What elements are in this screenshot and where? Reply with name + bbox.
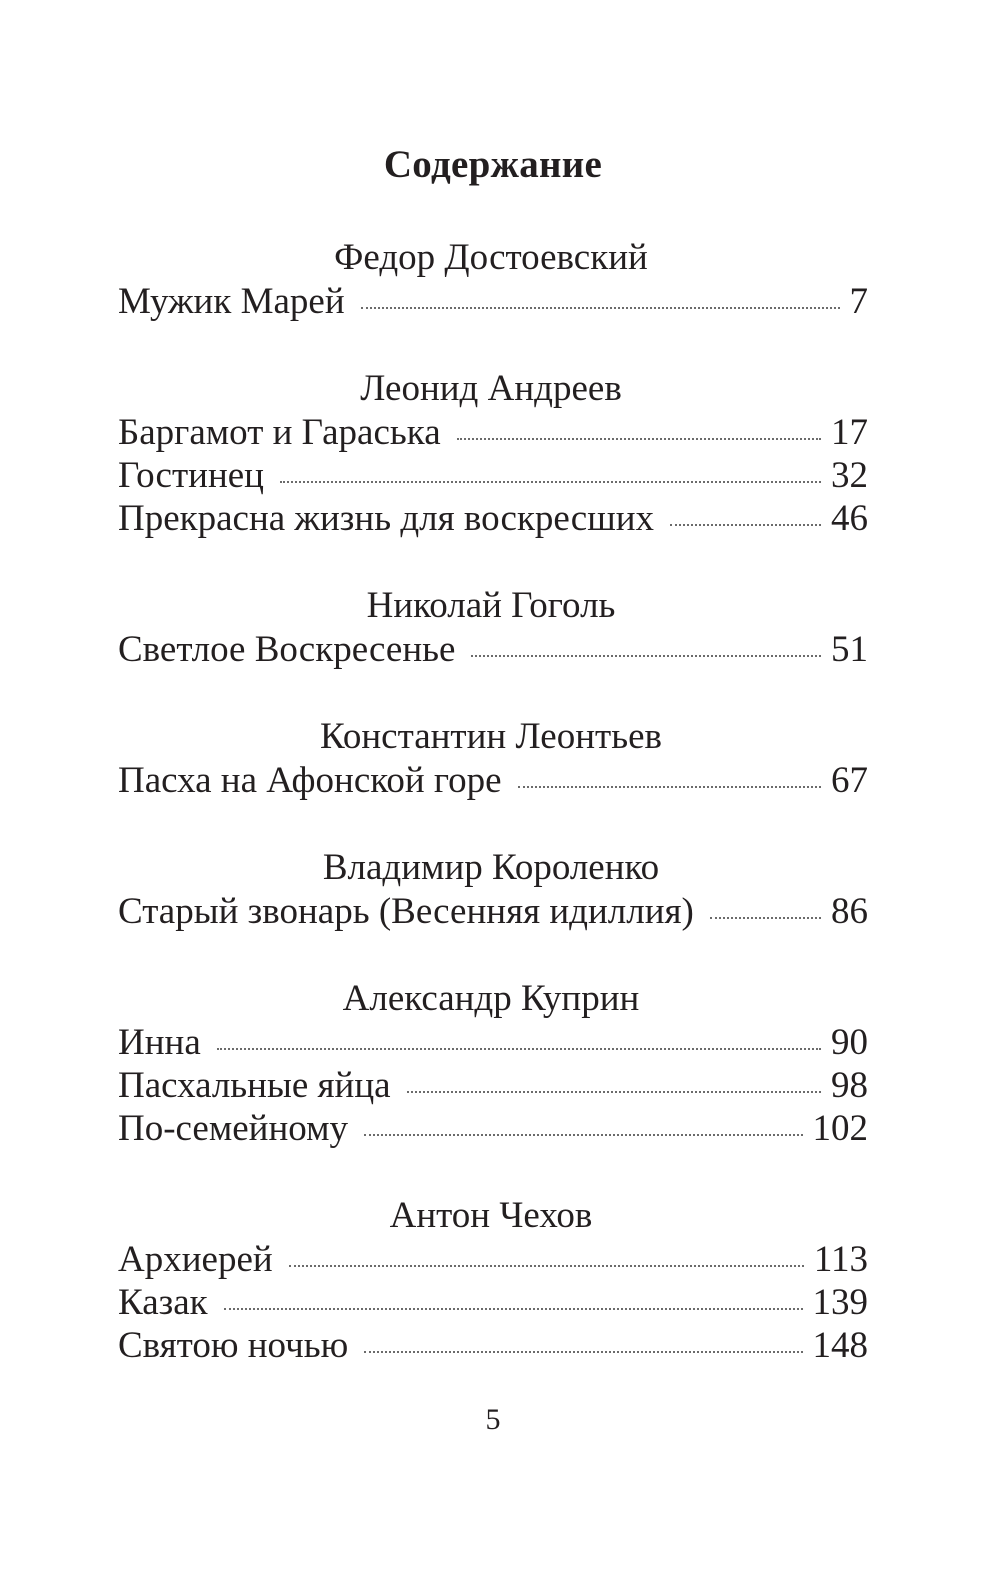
dot-leader xyxy=(217,1048,821,1050)
entry-page-number: 7 xyxy=(849,281,868,322)
toc-entry[interactable] xyxy=(118,411,868,454)
author-name: Константин Леонтьев xyxy=(320,716,662,757)
toc-entry[interactable] xyxy=(118,280,868,323)
entry-page-number: 113 xyxy=(813,1239,868,1280)
entry-page-number: 139 xyxy=(812,1282,868,1323)
toc-entry[interactable] xyxy=(118,1281,868,1324)
toc-section xyxy=(118,846,868,933)
dot-leader xyxy=(710,917,821,919)
entry-page-number: 32 xyxy=(831,455,868,496)
dot-leader xyxy=(280,481,821,483)
entry-page-number: 17 xyxy=(831,412,868,453)
entry-title: Гостинец xyxy=(118,455,264,496)
author-name: Владимир Короленко xyxy=(322,847,660,888)
entry-page-number: 102 xyxy=(812,1108,868,1149)
author-name: Федор Достоевский xyxy=(334,237,648,278)
entry-page-number: 148 xyxy=(812,1325,868,1366)
entry-title: Пасхальные яйца xyxy=(118,1065,391,1106)
author-name: Леонид Андреев xyxy=(360,368,622,409)
page-title: Содержание xyxy=(383,143,603,186)
dot-leader xyxy=(364,1134,803,1136)
toc-entry[interactable] xyxy=(118,1064,868,1107)
dot-leader xyxy=(289,1265,804,1267)
entry-title: Казак xyxy=(118,1282,208,1323)
toc-entry[interactable] xyxy=(118,628,868,671)
entry-title: По-семейному xyxy=(118,1108,348,1149)
dot-leader xyxy=(471,655,821,657)
entry-title: Святою ночью xyxy=(118,1325,349,1366)
entry-page-number: 98 xyxy=(831,1065,868,1106)
entry-title: Светлое Воскресенье xyxy=(118,629,456,670)
entry-title: Старый звонарь (Весенняя идиллия) xyxy=(118,891,694,932)
toc-entry[interactable] xyxy=(118,1324,868,1367)
toc-section xyxy=(118,715,868,802)
entry-title: Инна xyxy=(118,1022,201,1063)
entry-title: Архиерей xyxy=(118,1239,273,1280)
entry-title: Баргамот и Гараська xyxy=(118,412,441,453)
dot-leader xyxy=(224,1308,803,1310)
toc-section xyxy=(118,584,868,671)
table-of-contents xyxy=(118,236,868,1411)
entry-title: Прекрасна жизнь для воскресших xyxy=(118,498,654,539)
entry-title: Пасха на Афонской горе xyxy=(118,760,502,801)
entry-page-number: 67 xyxy=(831,760,868,801)
toc-section xyxy=(118,1194,868,1367)
toc-entry[interactable] xyxy=(118,454,868,497)
toc-entry[interactable] xyxy=(118,759,868,802)
dot-leader xyxy=(518,786,821,788)
author-name: Александр Куприн xyxy=(342,978,640,1019)
dot-leader xyxy=(361,307,840,309)
toc-section xyxy=(118,236,868,323)
toc-entry[interactable] xyxy=(118,497,868,540)
author-name: Николай Гоголь xyxy=(366,585,616,626)
entry-page-number: 51 xyxy=(831,629,868,670)
toc-entry[interactable] xyxy=(118,1238,868,1281)
entry-page-number: 86 xyxy=(831,891,868,932)
page-number: 5 xyxy=(485,1403,501,1436)
entry-page-number: 90 xyxy=(831,1022,868,1063)
toc-section xyxy=(118,367,868,540)
toc-entry[interactable] xyxy=(118,890,868,933)
toc-entry[interactable] xyxy=(118,1107,868,1150)
author-name: Антон Чехов xyxy=(389,1195,593,1236)
entry-page-number: 46 xyxy=(831,498,868,539)
toc-entry[interactable] xyxy=(118,1021,868,1064)
toc-section xyxy=(118,977,868,1150)
entry-title: Мужик Марей xyxy=(118,281,345,322)
dot-leader xyxy=(407,1091,821,1093)
dot-leader xyxy=(457,438,821,440)
dot-leader xyxy=(670,524,821,526)
dot-leader xyxy=(364,1351,802,1353)
